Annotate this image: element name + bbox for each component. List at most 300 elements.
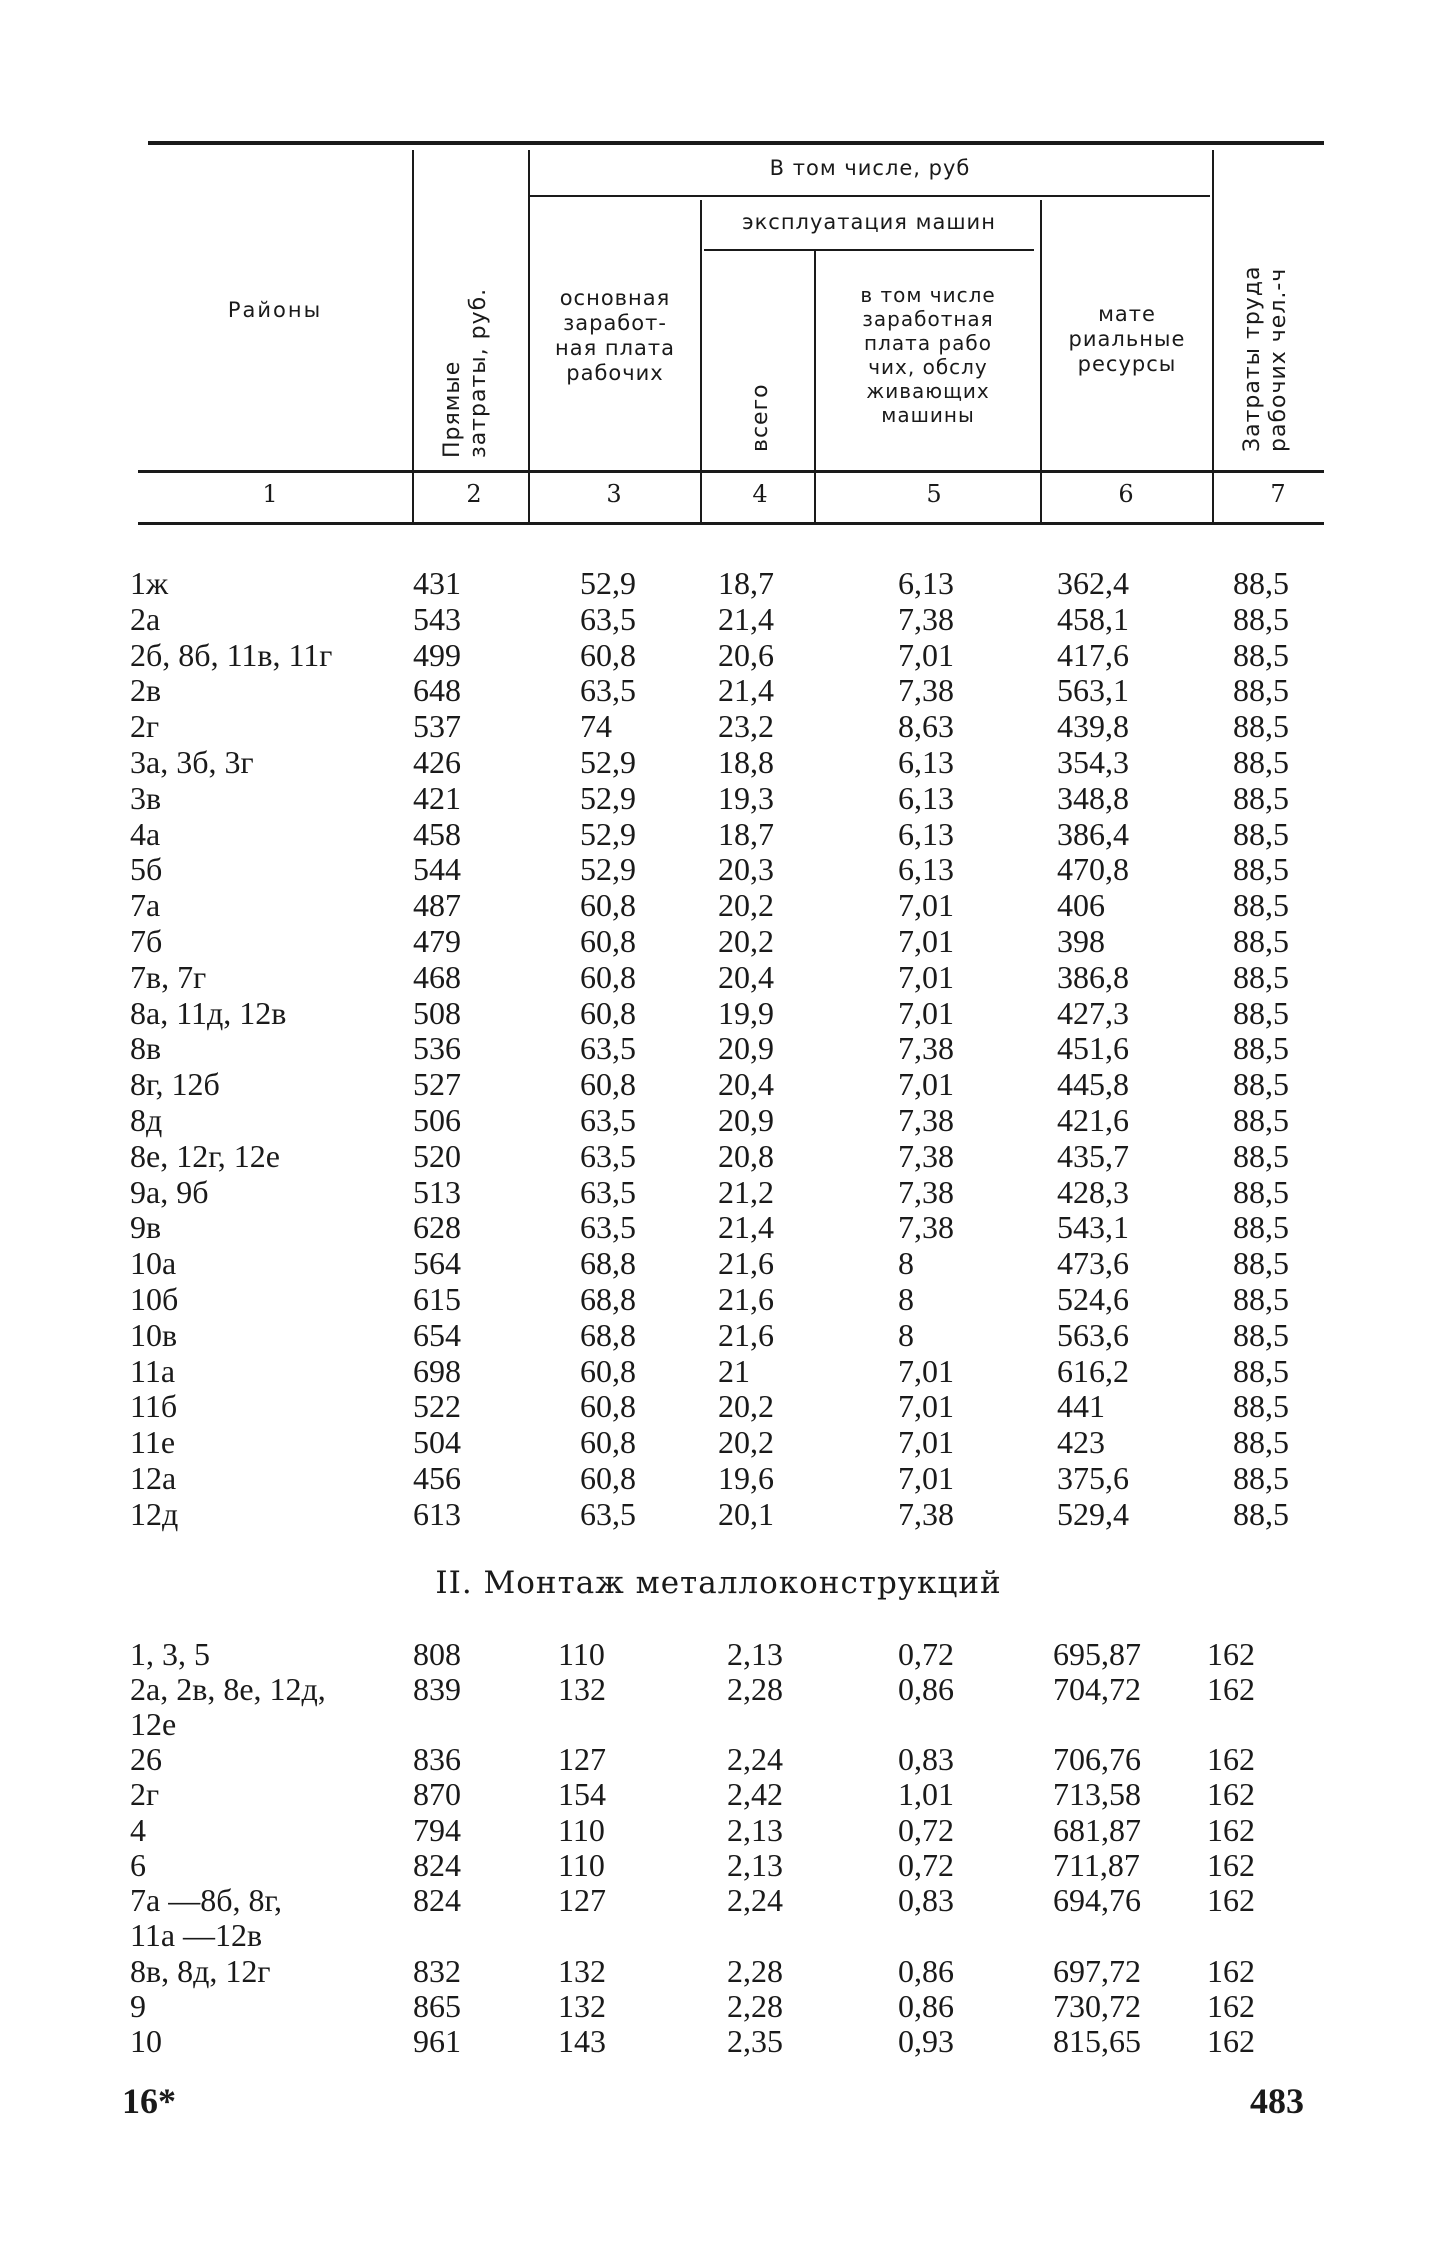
column-number: 2 xyxy=(466,480,482,508)
cell-machine-wages: 7,01 xyxy=(898,1460,954,1496)
cell-machine-wages: 6,13 xyxy=(898,815,954,852)
table-row xyxy=(0,1741,1437,1777)
cell-region: 1, 3, 5 xyxy=(130,1636,210,1672)
cell-direct-costs: 456 xyxy=(413,1460,461,1496)
cell-machine-wages: 0,86 xyxy=(898,1671,954,1707)
header-col-labor-costs: Затраты труда рабочих чел.-ч xyxy=(1240,265,1291,452)
cell-base-wages: 60,8 xyxy=(580,1352,636,1389)
table-row xyxy=(0,1353,1437,1389)
cell-base-wages: 52,9 xyxy=(580,565,636,601)
cell-labor-hours: 88,5 xyxy=(1233,1460,1289,1496)
cell-materials: 386,4 xyxy=(1057,815,1129,852)
cell-region: 26 xyxy=(130,1741,162,1777)
cell-machine-wages: 8 xyxy=(898,1281,914,1317)
cell-region: 8в xyxy=(130,1030,162,1067)
cell-materials: 386,8 xyxy=(1057,958,1129,995)
cell-machine-wages: 6,13 xyxy=(898,565,954,601)
column-number: 3 xyxy=(606,480,622,508)
cell-base-wages: 68,8 xyxy=(580,1316,636,1353)
table-row xyxy=(0,1882,1437,1918)
cell-machine-wages: 0,86 xyxy=(898,1988,954,2024)
header-group-including: В том числе, руб xyxy=(769,156,971,180)
cell-materials: 470,8 xyxy=(1057,851,1129,888)
cell-materials: 427,3 xyxy=(1057,994,1129,1031)
cell-region: 11а xyxy=(130,1352,176,1389)
cell-base-wages: 127 xyxy=(558,1882,606,1918)
cell-machine-total: 19,6 xyxy=(718,1460,774,1496)
cell-machine-total: 21,4 xyxy=(718,600,774,637)
cell-region-continuation: 11а —12в xyxy=(130,1917,263,1953)
table-row xyxy=(0,816,1437,852)
cell-machine-total: 19,3 xyxy=(718,779,774,816)
header-col-regions: Районы xyxy=(227,298,323,322)
cell-labor-hours: 88,5 xyxy=(1233,744,1289,780)
cell-materials: 706,76 xyxy=(1053,1741,1141,1777)
cell-materials: 458,1 xyxy=(1057,600,1129,637)
cell-labor-hours: 162 xyxy=(1207,1812,1255,1848)
cell-materials: 451,6 xyxy=(1057,1030,1129,1067)
cell-direct-costs: 961 xyxy=(413,2023,461,2059)
cell-machine-total: 20,1 xyxy=(718,1495,774,1532)
cell-region: 8а, 11д, 12в xyxy=(130,994,287,1031)
cell-base-wages: 110 xyxy=(558,1812,605,1848)
cell-base-wages: 60,8 xyxy=(580,1388,636,1425)
cell-labor-hours: 88,5 xyxy=(1233,1245,1289,1282)
table-row xyxy=(0,1030,1437,1066)
cell-labor-hours: 88,5 xyxy=(1233,1030,1289,1067)
cell-materials: 348,8 xyxy=(1057,779,1129,816)
cell-machine-total: 20,2 xyxy=(718,1424,774,1461)
cell-direct-costs: 506 xyxy=(413,1102,461,1138)
cell-base-wages: 154 xyxy=(558,1776,606,1812)
table-row xyxy=(0,1812,1437,1848)
cell-materials: 730,72 xyxy=(1053,1988,1141,2024)
cell-machine-total: 18,7 xyxy=(718,565,774,601)
table-row xyxy=(0,1424,1437,1460)
cell-machine-wages: 0,86 xyxy=(898,1953,954,1989)
cell-materials: 354,3 xyxy=(1057,744,1129,780)
cell-direct-costs: 504 xyxy=(413,1424,461,1461)
cell-base-wages: 127 xyxy=(558,1741,606,1777)
cell-region: 6 xyxy=(130,1847,146,1883)
page-number: 483 xyxy=(1250,2081,1304,2121)
header-col-material-resources: мате риальные ресурсы xyxy=(1068,302,1186,376)
cell-region: 7в, 7г xyxy=(130,958,207,995)
header-bottom-rule xyxy=(138,470,1324,473)
cell-direct-costs: 615 xyxy=(413,1281,461,1317)
cell-machine-wages: 0,72 xyxy=(898,1812,954,1848)
table-row xyxy=(0,1102,1437,1138)
cell-machine-wages: 6,13 xyxy=(898,779,954,816)
cell-base-wages: 52,9 xyxy=(580,851,636,888)
cell-materials: 406 xyxy=(1057,887,1105,924)
cell-materials: 435,7 xyxy=(1057,1137,1129,1174)
cell-base-wages: 60,8 xyxy=(580,1066,636,1103)
cell-machine-wages: 7,38 xyxy=(898,1102,954,1138)
cell-labor-hours: 162 xyxy=(1207,1671,1255,1707)
cell-materials: 697,72 xyxy=(1053,1953,1141,1989)
table-row xyxy=(0,1317,1437,1353)
cell-machine-total: 20,3 xyxy=(718,851,774,888)
cell-labor-hours: 162 xyxy=(1207,1882,1255,1918)
cell-machine-wages: 0,72 xyxy=(898,1847,954,1883)
cell-labor-hours: 88,5 xyxy=(1233,1495,1289,1532)
table-row xyxy=(0,1496,1437,1532)
header-vrule xyxy=(528,150,530,525)
cell-machine-wages: 6,13 xyxy=(898,851,954,888)
cell-labor-hours: 162 xyxy=(1207,1953,1255,1989)
cell-region: 10 xyxy=(130,2023,162,2059)
cell-direct-costs: 537 xyxy=(413,708,461,745)
cell-base-wages: 63,5 xyxy=(580,600,636,637)
cell-machine-total: 23,2 xyxy=(718,708,774,745)
cell-labor-hours: 88,5 xyxy=(1233,851,1289,888)
cell-base-wages: 132 xyxy=(558,1953,606,1989)
cell-machine-wages: 7,01 xyxy=(898,1388,954,1425)
cell-machine-total: 21,4 xyxy=(718,1209,774,1246)
cell-materials: 681,87 xyxy=(1053,1812,1141,1848)
cell-direct-costs: 648 xyxy=(413,672,461,709)
cell-machine-total: 2,28 xyxy=(727,1988,783,2024)
cell-base-wages: 52,9 xyxy=(580,744,636,780)
numbers-bottom-rule xyxy=(138,522,1324,525)
cell-materials: 616,2 xyxy=(1057,1352,1129,1389)
cell-materials: 473,6 xyxy=(1057,1245,1129,1282)
cell-region: 2г xyxy=(130,708,160,745)
cell-machine-total: 20,9 xyxy=(718,1102,774,1138)
cell-labor-hours: 88,5 xyxy=(1233,1066,1289,1103)
cell-labor-hours: 162 xyxy=(1207,1636,1255,1672)
cell-machine-wages: 7,01 xyxy=(898,994,954,1031)
cell-direct-costs: 544 xyxy=(413,851,461,888)
cell-materials: 563,6 xyxy=(1057,1316,1129,1353)
cell-machine-total: 2,28 xyxy=(727,1953,783,1989)
table-row xyxy=(0,1209,1437,1245)
column-number: 4 xyxy=(752,480,768,508)
cell-machine-total: 20,2 xyxy=(718,923,774,959)
cell-machine-total: 20,2 xyxy=(718,1388,774,1425)
cell-direct-costs: 536 xyxy=(413,1030,461,1067)
cell-materials: 421,6 xyxy=(1057,1102,1129,1138)
cell-labor-hours: 162 xyxy=(1207,2023,1255,2059)
cell-base-wages: 60,8 xyxy=(580,958,636,995)
cell-machine-total: 2,24 xyxy=(727,1882,783,1918)
column-number: 1 xyxy=(262,480,278,508)
cell-direct-costs: 832 xyxy=(413,1953,461,1989)
header-col-direct-costs: Прямые затраты, руб. xyxy=(440,287,491,458)
column-number: 7 xyxy=(1270,480,1286,508)
cell-labor-hours: 88,5 xyxy=(1233,923,1289,959)
cell-base-wages: 143 xyxy=(558,2023,606,2059)
cell-machine-wages: 7,38 xyxy=(898,1137,954,1174)
cell-direct-costs: 522 xyxy=(413,1388,461,1425)
table-row xyxy=(0,601,1437,637)
cell-machine-total: 2,42 xyxy=(727,1776,783,1812)
cell-labor-hours: 88,5 xyxy=(1233,636,1289,673)
cell-materials: 428,3 xyxy=(1057,1173,1129,1210)
table-row xyxy=(0,1988,1437,2024)
cell-machine-total: 2,35 xyxy=(727,2023,783,2059)
cell-direct-costs: 520 xyxy=(413,1137,461,1174)
cell-base-wages: 60,8 xyxy=(580,1460,636,1496)
cell-direct-costs: 808 xyxy=(413,1636,461,1672)
cell-region: 1ж xyxy=(130,565,169,601)
table-row xyxy=(0,744,1437,780)
cell-region: 4а xyxy=(130,815,161,852)
cell-labor-hours: 88,5 xyxy=(1233,708,1289,745)
cell-machine-wages: 0,83 xyxy=(898,1882,954,1918)
cell-labor-hours: 88,5 xyxy=(1233,1352,1289,1389)
table-row xyxy=(0,1066,1437,1102)
cell-materials: 375,6 xyxy=(1057,1460,1129,1496)
cell-machine-total: 21,6 xyxy=(718,1281,774,1317)
cell-labor-hours: 88,5 xyxy=(1233,1137,1289,1174)
cell-direct-costs: 836 xyxy=(413,1741,461,1777)
table-row xyxy=(0,780,1437,816)
table-row xyxy=(0,1847,1437,1883)
cell-base-wages: 60,8 xyxy=(580,1424,636,1461)
cell-direct-costs: 839 xyxy=(413,1671,461,1707)
cell-region: 3в xyxy=(130,779,162,816)
cell-labor-hours: 88,5 xyxy=(1233,1316,1289,1353)
header-col-machine-wages: в том числе заработная плата рабо чих, обслу живающих машины xyxy=(860,283,996,427)
cell-region: 2б, 8б, 11в, 11г xyxy=(130,636,333,673)
cell-base-wages: 63,5 xyxy=(580,1209,636,1246)
cell-region: 8г, 12б xyxy=(130,1066,220,1103)
cell-base-wages: 63,5 xyxy=(580,1102,636,1138)
cell-base-wages: 60,8 xyxy=(580,636,636,673)
cell-machine-total: 19,9 xyxy=(718,994,774,1031)
column-number: 6 xyxy=(1118,480,1134,508)
table-row xyxy=(0,565,1437,601)
cell-machine-total: 21 xyxy=(718,1352,750,1389)
cell-direct-costs: 564 xyxy=(413,1245,461,1282)
cell-region: 11е xyxy=(130,1424,176,1461)
cell-base-wages: 52,9 xyxy=(580,779,636,816)
cell-base-wages: 63,5 xyxy=(580,1030,636,1067)
cell-materials: 362,4 xyxy=(1057,565,1129,601)
cell-labor-hours: 88,5 xyxy=(1233,1209,1289,1246)
cell-region: 2в xyxy=(130,672,162,709)
cell-machine-wages: 6,13 xyxy=(898,744,954,780)
cell-labor-hours: 88,5 xyxy=(1233,1102,1289,1138)
cell-direct-costs: 628 xyxy=(413,1209,461,1246)
cell-machine-total: 2,24 xyxy=(727,1741,783,1777)
cell-direct-costs: 865 xyxy=(413,1988,461,2024)
header-top-rule xyxy=(148,141,1324,145)
cell-base-wages: 60,8 xyxy=(580,994,636,1031)
cell-base-wages: 60,8 xyxy=(580,923,636,959)
header-col-total: всего xyxy=(748,383,773,452)
cell-machine-wages: 8 xyxy=(898,1245,914,1282)
cell-labor-hours: 88,5 xyxy=(1233,672,1289,709)
table-row xyxy=(0,995,1437,1031)
cell-base-wages: 110 xyxy=(558,1636,605,1672)
cell-direct-costs: 698 xyxy=(413,1352,461,1389)
table-row xyxy=(0,2023,1437,2059)
cell-materials: 563,1 xyxy=(1057,672,1129,709)
cell-base-wages: 63,5 xyxy=(580,1137,636,1174)
cell-region: 2а xyxy=(130,600,161,637)
table-row xyxy=(0,637,1437,673)
cell-materials: 543,1 xyxy=(1057,1209,1129,1246)
table-row xyxy=(0,1636,1437,1672)
cell-machine-total: 21,6 xyxy=(718,1316,774,1353)
cell-direct-costs: 613 xyxy=(413,1495,461,1532)
cell-materials: 423 xyxy=(1057,1424,1105,1461)
header-subgroup-rule xyxy=(704,249,1034,251)
cell-base-wages: 132 xyxy=(558,1988,606,2024)
table-row xyxy=(0,1953,1437,1989)
cell-machine-wages: 7,01 xyxy=(898,636,954,673)
cell-labor-hours: 88,5 xyxy=(1233,994,1289,1031)
cell-region: 12д xyxy=(130,1495,179,1532)
cell-materials: 398 xyxy=(1057,923,1105,959)
cell-region: 4 xyxy=(130,1812,146,1848)
cell-machine-total: 21,2 xyxy=(718,1173,774,1210)
cell-materials: 694,76 xyxy=(1053,1882,1141,1918)
cell-direct-costs: 508 xyxy=(413,994,461,1031)
cell-region: 9в xyxy=(130,1209,162,1246)
cell-base-wages: 110 xyxy=(558,1847,605,1883)
cell-machine-total: 20,8 xyxy=(718,1137,774,1174)
cell-materials: 417,6 xyxy=(1057,636,1129,673)
cell-labor-hours: 88,5 xyxy=(1233,815,1289,852)
cell-machine-wages: 7,01 xyxy=(898,1424,954,1461)
footer-signature-mark: 16* xyxy=(122,2081,176,2121)
column-number: 5 xyxy=(926,480,942,508)
cell-direct-costs: 487 xyxy=(413,887,461,924)
cell-direct-costs: 458 xyxy=(413,815,461,852)
section2-title: II. Монтаж металлоконструкций xyxy=(435,1565,1002,1601)
cell-labor-hours: 88,5 xyxy=(1233,1173,1289,1210)
header-vrule xyxy=(814,250,816,525)
cell-machine-wages: 0,72 xyxy=(898,1636,954,1672)
cell-materials: 711,87 xyxy=(1053,1847,1140,1883)
cell-labor-hours: 162 xyxy=(1207,1847,1255,1883)
cell-materials: 695,87 xyxy=(1053,1636,1141,1672)
table-row xyxy=(0,1281,1437,1317)
cell-region: 5б xyxy=(130,851,163,888)
cell-base-wages: 63,5 xyxy=(580,1495,636,1532)
cell-machine-wages: 1,01 xyxy=(898,1776,954,1812)
cell-machine-wages: 7,01 xyxy=(898,887,954,924)
cell-labor-hours: 88,5 xyxy=(1233,600,1289,637)
header-vrule xyxy=(412,150,414,525)
cell-machine-wages: 7,01 xyxy=(898,1352,954,1389)
cell-materials: 524,6 xyxy=(1057,1281,1129,1317)
cell-machine-total: 2,28 xyxy=(727,1671,783,1707)
cell-materials: 713,58 xyxy=(1053,1776,1141,1812)
cell-base-wages: 52,9 xyxy=(580,815,636,852)
table-row xyxy=(0,1460,1437,1496)
cell-region: 8в, 8д, 12г xyxy=(130,1953,271,1989)
cell-region: 9а, 9б xyxy=(130,1173,209,1210)
header-vrule xyxy=(1212,150,1214,525)
cell-labor-hours: 88,5 xyxy=(1233,887,1289,924)
cell-materials: 704,72 xyxy=(1053,1671,1141,1707)
cell-direct-costs: 824 xyxy=(413,1882,461,1918)
table-row xyxy=(0,708,1437,744)
cell-region-continuation: 12е xyxy=(130,1706,177,1742)
table-row xyxy=(0,1388,1437,1424)
cell-direct-costs: 794 xyxy=(413,1812,461,1848)
table-row xyxy=(0,1174,1437,1210)
cell-machine-wages: 7,01 xyxy=(898,923,954,959)
cell-labor-hours: 88,5 xyxy=(1233,779,1289,816)
cell-materials: 815,65 xyxy=(1053,2023,1141,2059)
cell-machine-wages: 7,38 xyxy=(898,672,954,709)
cell-machine-total: 21,6 xyxy=(718,1245,774,1282)
cell-direct-costs: 431 xyxy=(413,565,461,601)
header-vrule xyxy=(1040,200,1042,525)
cell-machine-total: 20,2 xyxy=(718,887,774,924)
cell-machine-wages: 8 xyxy=(898,1316,914,1353)
table-row xyxy=(0,1671,1437,1707)
cell-direct-costs: 468 xyxy=(413,958,461,995)
cell-machine-total: 2,13 xyxy=(727,1812,783,1848)
cell-labor-hours: 88,5 xyxy=(1233,1388,1289,1425)
table-row xyxy=(0,887,1437,923)
cell-direct-costs: 824 xyxy=(413,1847,461,1883)
cell-materials: 445,8 xyxy=(1057,1066,1129,1103)
cell-region: 8д xyxy=(130,1102,163,1138)
cell-labor-hours: 162 xyxy=(1207,1988,1255,2024)
header-group-machine-operation: эксплуатация машин xyxy=(742,210,996,234)
cell-direct-costs: 654 xyxy=(413,1316,461,1353)
cell-base-wages: 60,8 xyxy=(580,887,636,924)
cell-materials: 441 xyxy=(1057,1388,1105,1425)
table-row xyxy=(0,923,1437,959)
table-row xyxy=(0,1245,1437,1281)
cell-direct-costs: 527 xyxy=(413,1066,461,1103)
cell-direct-costs: 499 xyxy=(413,636,461,673)
cell-region: 7а xyxy=(130,887,161,924)
cell-direct-costs: 426 xyxy=(413,744,461,780)
cell-region: 2г xyxy=(130,1776,160,1812)
cell-labor-hours: 162 xyxy=(1207,1776,1255,1812)
header-vrule xyxy=(700,200,702,525)
cell-region: 9 xyxy=(130,1988,146,2024)
cell-region: 7а —8б, 8г, xyxy=(130,1882,282,1918)
cell-region: 8е, 12г, 12е xyxy=(130,1137,280,1174)
table-row xyxy=(0,851,1437,887)
cell-direct-costs: 513 xyxy=(413,1173,461,1210)
cell-labor-hours: 88,5 xyxy=(1233,565,1289,601)
table-row xyxy=(0,672,1437,708)
cell-base-wages: 132 xyxy=(558,1671,606,1707)
cell-machine-wages: 7,38 xyxy=(898,1173,954,1210)
cell-machine-wages: 7,01 xyxy=(898,958,954,995)
cell-labor-hours: 88,5 xyxy=(1233,1424,1289,1461)
cell-materials: 529,4 xyxy=(1057,1495,1129,1532)
cell-base-wages: 63,5 xyxy=(580,1173,636,1210)
cell-machine-total: 20,9 xyxy=(718,1030,774,1067)
cell-base-wages: 68,8 xyxy=(580,1281,636,1317)
header-col-base-wages: основная заработ- ная плата рабочих xyxy=(554,286,676,385)
table-row xyxy=(0,959,1437,995)
table-row xyxy=(0,1138,1437,1174)
cell-region: 12а xyxy=(130,1460,177,1496)
cell-machine-wages: 0,93 xyxy=(898,2023,954,2059)
cell-machine-wages: 7,38 xyxy=(898,1030,954,1067)
cell-direct-costs: 479 xyxy=(413,923,461,959)
cell-machine-total: 20,4 xyxy=(718,958,774,995)
cell-region: 10в xyxy=(130,1316,178,1353)
cell-base-wages: 63,5 xyxy=(580,672,636,709)
cell-region: 3а, 3б, 3г xyxy=(130,744,254,780)
cell-machine-total: 20,6 xyxy=(718,636,774,673)
